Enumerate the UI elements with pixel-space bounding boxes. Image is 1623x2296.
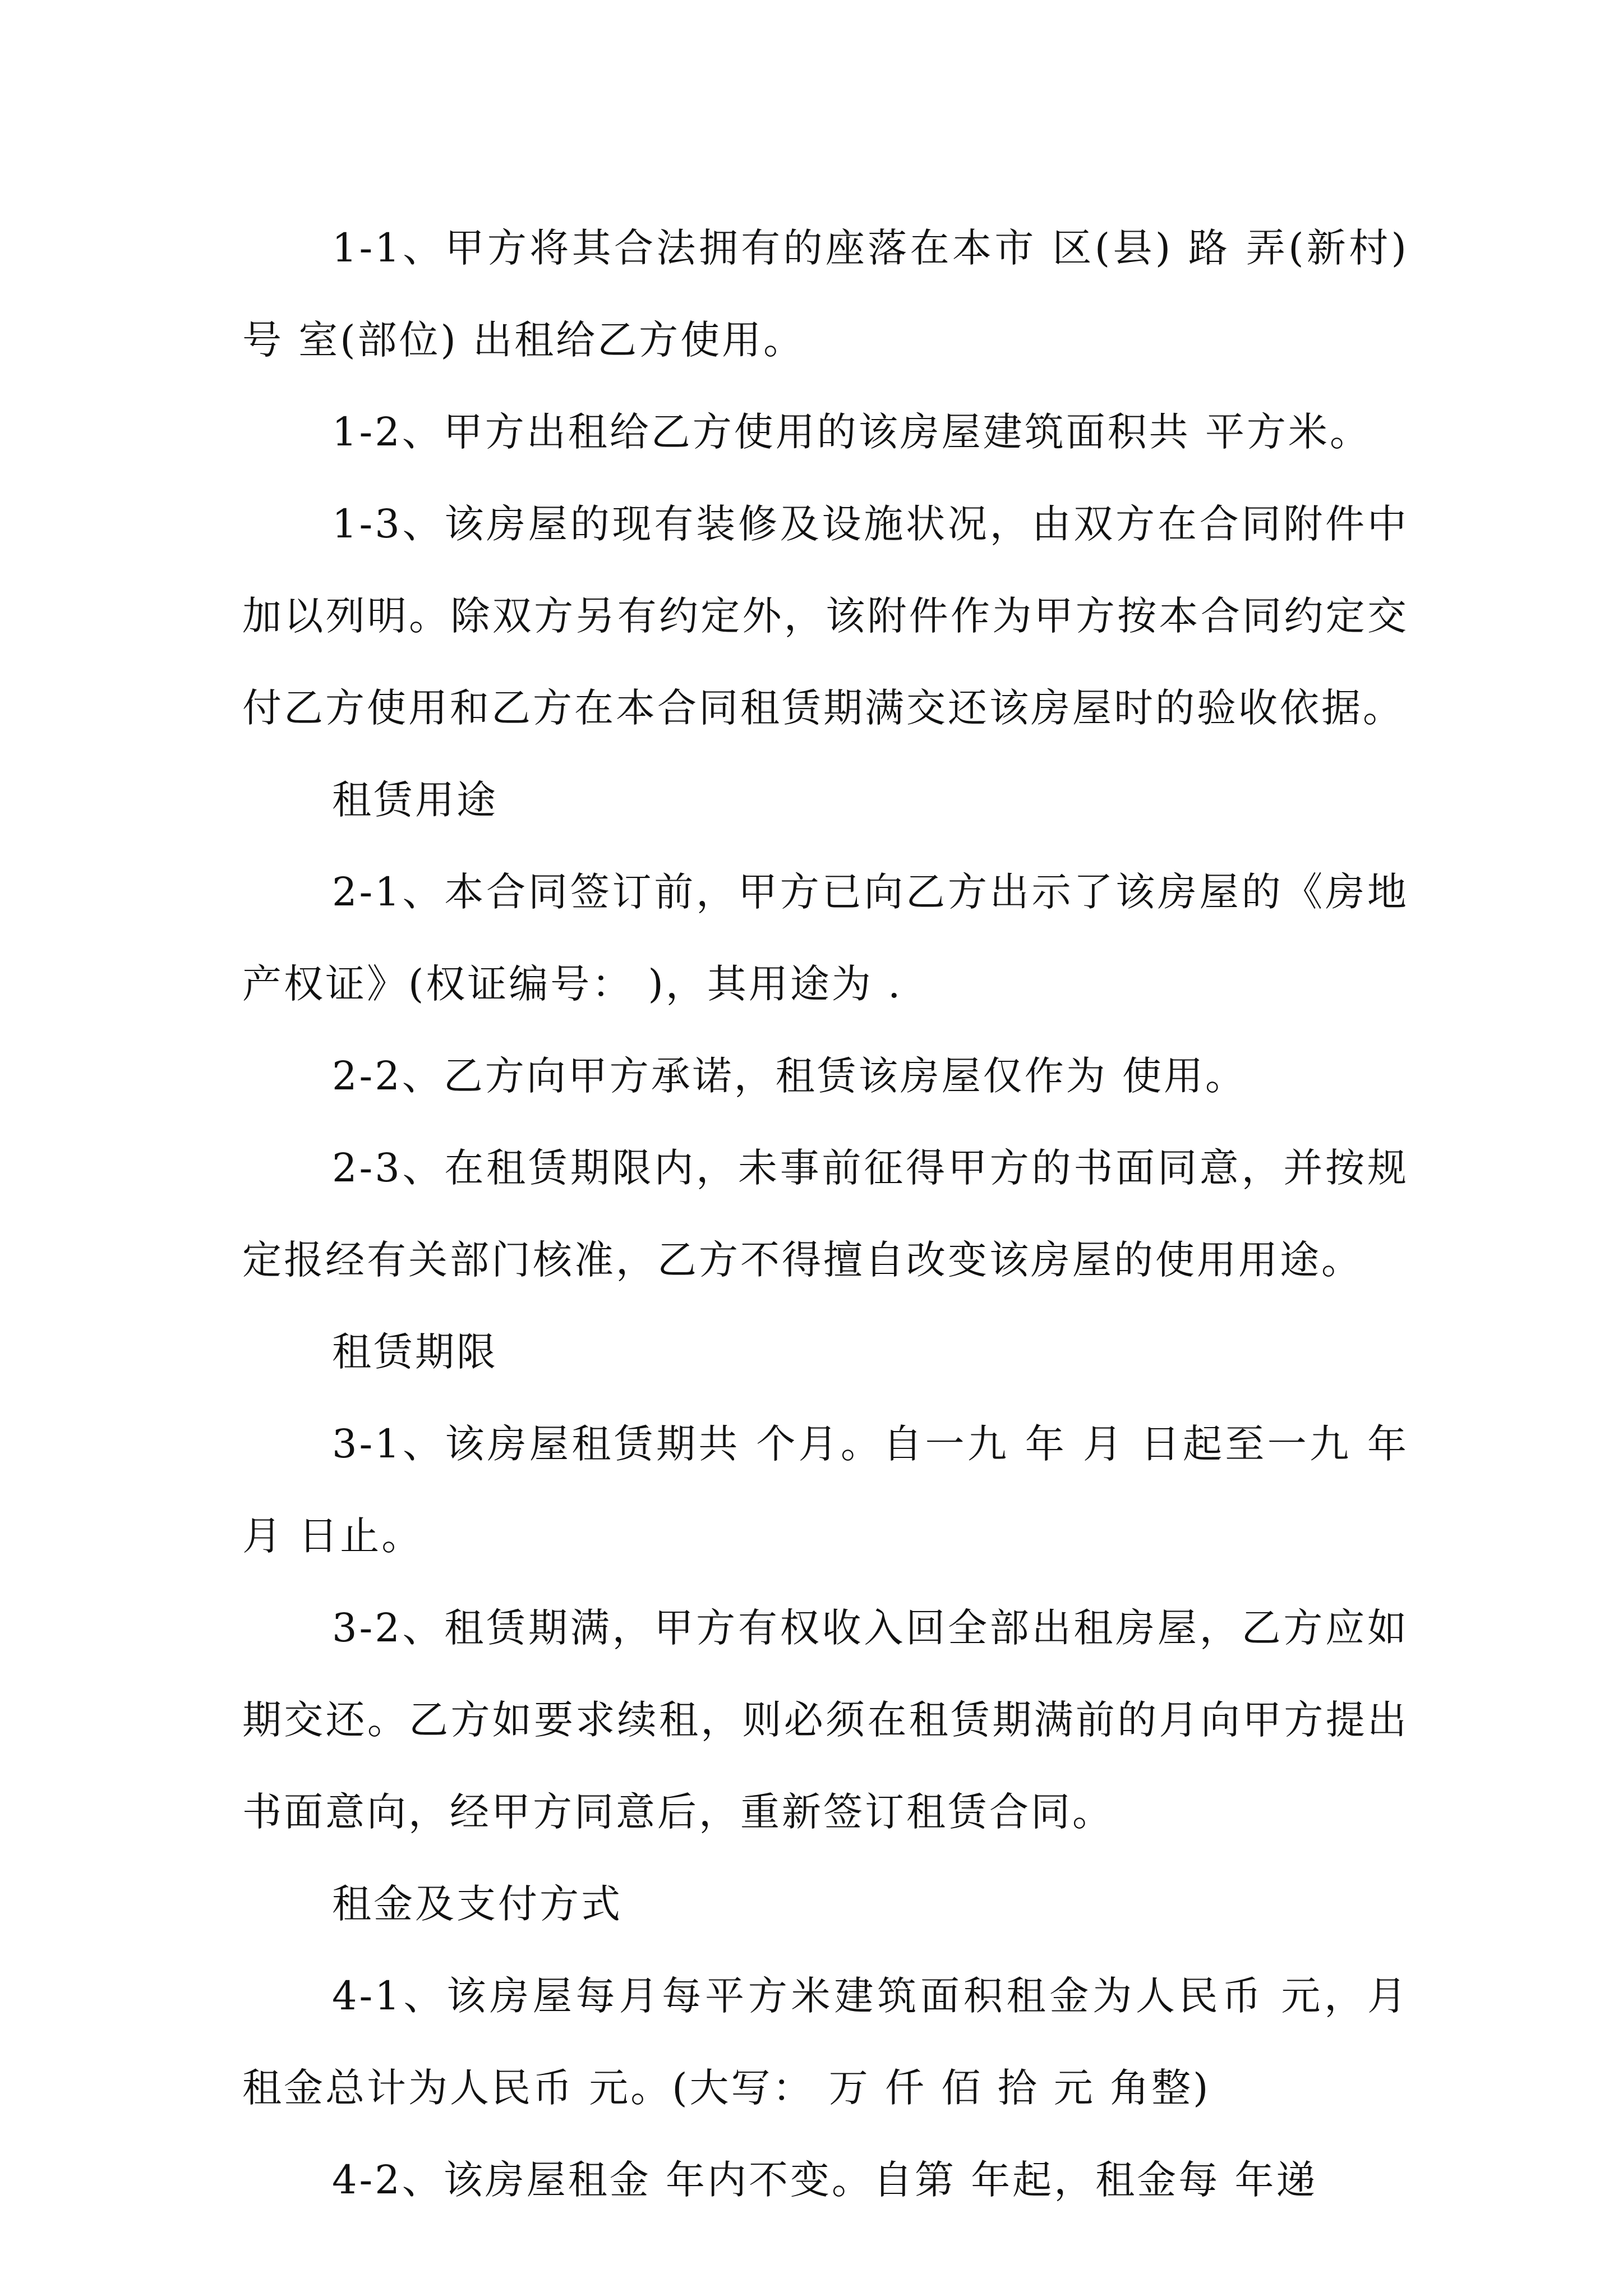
clause-4-1: 4-1、该房屋每月每平方米建筑面积租金为人民币 元，月租金总计为人民币 元。(大写： 万 仟 佰 拾 元 角整) xyxy=(242,1973,1409,2111)
clause-1-2: 1-2、甲方出租给乙方使用的该房屋建筑面积共 平方米。 xyxy=(332,409,1371,455)
clause-1-3: 1-3、该房屋的现有装修及设施状况，由双方在合同附件中加以列明。除双方另有约定外，该附件作为甲方按本合同约定交付乙方使用和乙方在本合同租赁期满交还该房屋时的验收依据。 xyxy=(242,501,1409,731)
section-heading-rent-payment: 租金及支付方式 xyxy=(332,1881,623,1927)
section-heading-lease-term: 租赁期限 xyxy=(332,1329,498,1375)
clause-3-1: 3-1、该房屋租赁期共 个月。自一九 年 月 日起至一九 年 月 日止。 xyxy=(242,1421,1409,1559)
clause-2-3: 2-3、在租赁期限内，未事前征得甲方的书面同意，并按规定报经有关部门核准，乙方不得擅自改变该房屋的使用用途。 xyxy=(242,1145,1409,1283)
clause-2-1: 2-1、本合同签订前，甲方已向乙方出示了该房屋的《房地产权证》(权证编号： )，其用途为 . xyxy=(242,869,1409,1007)
section-heading-lease-use: 租赁用途 xyxy=(332,777,498,823)
document-body xyxy=(242,202,1409,2226)
clause-4-2: 4-2、该房屋租金 年内不变。自第 年起，租金每 年递 xyxy=(332,2157,1318,2203)
clause-3-2: 3-2、租赁期满，甲方有权收入回全部出租房屋，乙方应如期交还。乙方如要求续租，则必须在租赁期满前的月向甲方提出书面意向，经甲方同意后，重新签订租赁合同。 xyxy=(242,1605,1409,1835)
clause-1-1: 1-1、甲方将其合法拥有的座落在本市 区(县) 路 弄(新村) 号 室(部位) 出租给乙方使用。 xyxy=(242,225,1409,363)
clause-2-2: 2-2、乙方向甲方承诺，租赁该房屋仅作为 使用。 xyxy=(332,1053,1247,1099)
